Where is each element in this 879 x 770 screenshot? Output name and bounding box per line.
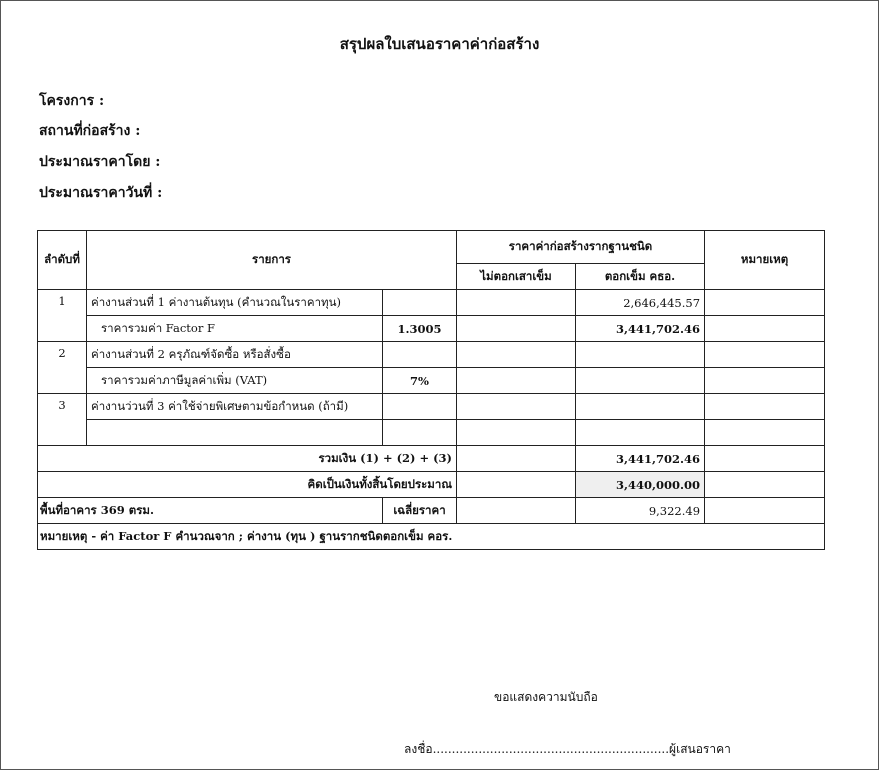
row-no: 1	[38, 290, 87, 342]
header-pile: ตอกเข็ม คธอ.	[576, 264, 705, 290]
estimated-date-label: ประมาณราคาวันที่ :	[39, 185, 163, 201]
total-row	[38, 472, 825, 498]
row-item: ค่างานว่วนที่ 3 ค่าใช้จ่ายพิเศษตามข้อกำหนด (ถ้ามี)	[87, 394, 383, 420]
header-item: รายการ	[87, 231, 457, 290]
table-row	[38, 342, 825, 368]
header-remark: หมายเหตุ	[705, 231, 825, 290]
cost-summary-table	[37, 230, 825, 550]
sum-row	[38, 446, 825, 472]
header-foundation-group: ราคาค่าก่อสร้างรากฐานชนิด	[457, 231, 705, 264]
total-label: คิดเป็นเงินทั้งสิ้นโดยประมาณ	[38, 472, 457, 498]
site-label: สถานที่ก่อสร้าง :	[39, 123, 141, 139]
header-no-pile: ไม่ตอกเสาเข็ม	[457, 264, 576, 290]
area-row	[38, 498, 825, 524]
row-value: 3,441,702.46	[576, 316, 705, 342]
table-row	[38, 290, 825, 316]
average-label: เฉลี่ยราคา	[383, 498, 457, 524]
row-item: ค่างานส่วนที่ 2 ครุภัณฑ์จัดซื้อ หรือสั่งซื้อ	[87, 342, 383, 368]
note-text: หมายเหตุ - ค่า Factor F คำนวณจาก ; ค่างาน (ทุน ) ฐานรากชนิดตอกเข็ม คอร.	[38, 524, 825, 550]
document-title: สรุปผลใบเสนอราคาค่าก่อสร้าง	[339, 35, 540, 53]
header-no: ลำดับที่	[38, 231, 87, 290]
row-item: ราคารวมค่า Factor F	[87, 316, 383, 342]
sum-label: รวมเงิน (1) + (2) + (3)	[38, 446, 457, 472]
table-row	[38, 316, 825, 342]
vat-value: 7%	[383, 368, 457, 394]
estimated-by-label: ประมาณราคาโดย :	[39, 154, 161, 170]
average-value: 9,322.49	[576, 498, 705, 524]
row-no: 2	[38, 342, 87, 394]
regards-text: ขอแสดงความนับถือ	[494, 690, 598, 704]
table-row	[38, 394, 825, 420]
signature-line: ลงชื่อ..............................................................ผู้เสนอราคา	[404, 742, 731, 756]
total-value: 3,440,000.00	[576, 472, 705, 498]
row-no: 3	[38, 394, 87, 446]
row-item: ราคารวมค่าภาษีมูลค่าเพิ่ม (VAT)	[87, 368, 383, 394]
note-row	[38, 524, 825, 550]
factor-value: 1.3005	[383, 316, 457, 342]
sum-value: 3,441,702.46	[576, 446, 705, 472]
table-row	[38, 368, 825, 394]
row-item: ค่างานส่วนที่ 1 ค่างานต้นทุน (คำนวณในราคาทุน)	[87, 290, 383, 316]
project-label: โครงการ :	[39, 93, 105, 109]
table-row	[38, 420, 825, 446]
row-value: 2,646,445.57	[576, 290, 705, 316]
area-label: พื้นที่อาคาร 369 ตรม.	[38, 498, 383, 524]
